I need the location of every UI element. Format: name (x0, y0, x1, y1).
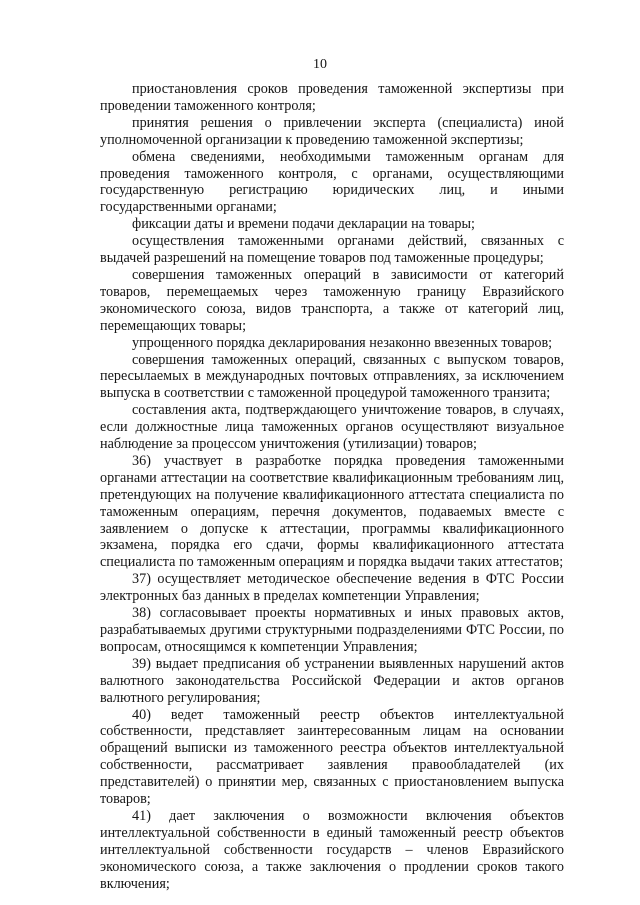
list-item-40: 40) ведет таможенный реестр объектов интеллектуальной собственности, представляет заинтересованным лицам на основании обращений выписки из таможенного реестра объектов интеллектуальной собственности, рассматривает заявления правообладателей (их представителей) о принятии мер, связанных с приостановлением выпуска товаров; (100, 706, 564, 808)
paragraph: фиксации даты и времени подачи декларации на товары; (132, 216, 475, 233)
paragraph: приостановления сроков проведения таможенной экспертизы при проведении таможенного контроля; (100, 81, 564, 114)
paragraph: упрощенного порядка декларирования незаконно ввезенных товаров; (132, 334, 553, 351)
paragraph: принятия решения о привлечении эксперта (специалиста) иной уполномоченной организации к проведению таможенной экспертизы; (100, 114, 564, 148)
list-item-37: 37) осуществляет методическое обеспечение ведения в ФТС России электронных баз данных в пределах компетенции Управления; (100, 571, 564, 605)
list-item-41: 41) дает заключения о возможности включения объектов интеллектуальной собственности в единый таможенный реестр объектов интеллектуальной собственности государств – членов Евразийского экономического союза, а также заключения о продлении сроков такого включения; (100, 807, 564, 892)
paragraph: обмена сведениями, необходимыми таможенным органам для проведения таможенного контроля, с органами, осуществляющими государственную регистрацию юридических лиц, и иными государственными органами; (100, 148, 564, 216)
document-body (100, 81, 564, 893)
paragraph: составления акта, подтверждающего уничтожение товаров, в случаях, если должностные лица таможенных органов осуществляют визуальное наблюдение за процессом уничтожения (утилизации) товаров; (100, 402, 564, 453)
list-item-38: 38) согласовывает проекты нормативных и иных правовых актов, разрабатываемых другими структурными подразделениями ФТС России, по вопросам, относящимся к компетенции Управления; (100, 605, 564, 655)
list-item-39: 39) выдает предписания об устранении выявленных нарушений актов валютного законодательства Российской Федерации и актов органов валютного регулирования; (100, 655, 564, 706)
list-item-36: 36) участвует в разработке порядка проведения таможенными органами аттестации на соответствие квалификационным требованиям лиц, претендующих на получение квалификационного аттестата специалиста по таможенным операциям, перечня документов, подаваемых вместе с заявлением о допуске к аттестации, программы квалификационного экзамена, порядка его сдачи, формы квалификационного аттестата специалиста по таможенным операциям и порядка выдачи таких аттестатов; (100, 452, 564, 571)
page-number: 10 (313, 57, 327, 72)
paragraph: совершения таможенных операций в зависимости от категорий товаров, перемещаемых через таможенную границу Евразийского экономического союза, видов транспорта, а также от категорий лиц, перемещающих товары; (100, 266, 564, 334)
paragraph: осуществления таможенными органами действий, связанных с выдачей разрешений на помещение товаров под таможенные процедуры; (100, 233, 564, 267)
paragraph: совершения таможенных операций, связанных с выпуском товаров, пересылаемых в международных почтовых отправлениях, за исключением выпуска в соответствии с таможенной процедурой таможенного транзита; (100, 351, 564, 402)
